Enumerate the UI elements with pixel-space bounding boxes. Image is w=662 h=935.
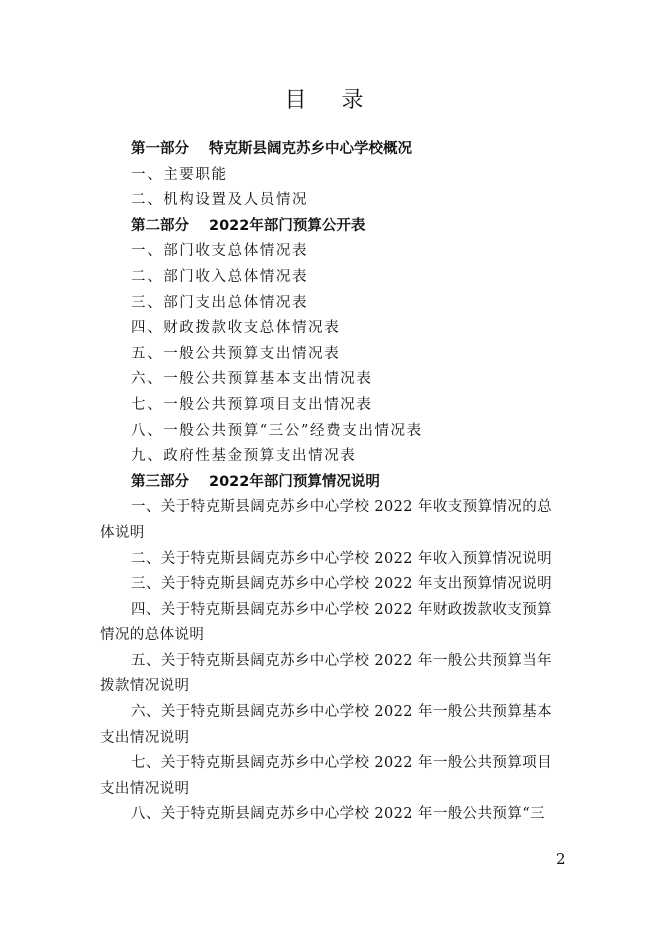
toc-item[interactable]: 一、主要职能	[131, 166, 228, 183]
toc-title: 目 录	[284, 88, 378, 113]
toc-entry[interactable]	[0, 547, 662, 573]
toc-entry-line: 七、关于特克斯县阔克苏乡中心学校 2022 年一般公共预算项目	[131, 755, 553, 772]
toc-entry-line: 八、关于特克斯县阔克苏乡中心学校 2022 年一般公共预算“三	[131, 806, 545, 823]
toc-entry[interactable]	[0, 649, 662, 700]
part-label: 第三部分	[131, 473, 189, 490]
toc-entry-continuation: 支出情况说明	[100, 729, 190, 746]
toc-entry-line: 五、关于特克斯县阔克苏乡中心学校 2022 年一般公共预算当年	[131, 652, 553, 669]
part-title: 2022年部门预算公开表	[209, 217, 366, 234]
toc-entry-line: 一、关于特克斯县阔克苏乡中心学校 2022 年收支预算情况的总	[131, 499, 553, 516]
toc-entry-line: 三、关于特克斯县阔克苏乡中心学校 2022 年支出预算情况说明	[131, 576, 553, 593]
table-of-contents	[0, 137, 662, 828]
toc-entry-line: 六、关于特克斯县阔克苏乡中心学校 2022 年一般公共预算基本	[131, 704, 553, 721]
toc-entry[interactable]	[0, 700, 662, 751]
toc-item[interactable]: 二、机构设置及人员情况	[131, 192, 309, 209]
toc-item[interactable]: 六、一般公共预算基本支出情况表	[131, 371, 373, 388]
toc-item[interactable]: 五、一般公共预算支出情况表	[131, 345, 341, 362]
toc-part-2[interactable]	[0, 214, 662, 240]
toc-entry-line: 二、关于特克斯县阔克苏乡中心学校 2022 年收入预算情况说明	[131, 550, 553, 567]
toc-entry[interactable]	[0, 598, 662, 649]
toc-part-1[interactable]	[0, 137, 662, 163]
toc-entry-line: 四、关于特克斯县阔克苏乡中心学校 2022 年财政拨款收支预算	[131, 601, 553, 618]
toc-entry[interactable]	[0, 802, 662, 828]
toc-entry[interactable]	[0, 572, 662, 598]
toc-item[interactable]: 四、财政拨款收支总体情况表	[131, 320, 341, 337]
toc-entry-continuation: 支出情况说明	[100, 780, 190, 797]
part-label: 第二部分	[131, 217, 189, 234]
toc-item[interactable]: 一、部门收支总体情况表	[131, 243, 309, 260]
toc-item[interactable]: 八、一般公共预算“三公”经费支出情况表	[131, 422, 423, 439]
toc-part-3[interactable]	[0, 470, 662, 496]
toc-entry-continuation: 情况的总体说明	[100, 627, 205, 644]
part-title: 2022年部门预算情况说明	[209, 473, 380, 490]
part-label: 第一部分	[131, 141, 189, 157]
toc-entry-continuation: 体说明	[100, 524, 145, 541]
toc-item[interactable]: 七、一般公共预算项目支出情况表	[131, 396, 373, 413]
toc-item[interactable]: 三、部门支出总体情况表	[131, 294, 309, 311]
page-number: 2	[556, 850, 566, 868]
toc-item[interactable]: 二、部门收入总体情况表	[131, 268, 309, 285]
part-title: 特克斯县阔克苏乡中心学校概况	[209, 141, 412, 157]
toc-entry[interactable]	[0, 495, 662, 546]
toc-entry-continuation: 拨款情况说明	[100, 678, 190, 695]
toc-item[interactable]: 九、政府性基金预算支出情况表	[131, 448, 357, 465]
toc-entry[interactable]	[0, 751, 662, 802]
